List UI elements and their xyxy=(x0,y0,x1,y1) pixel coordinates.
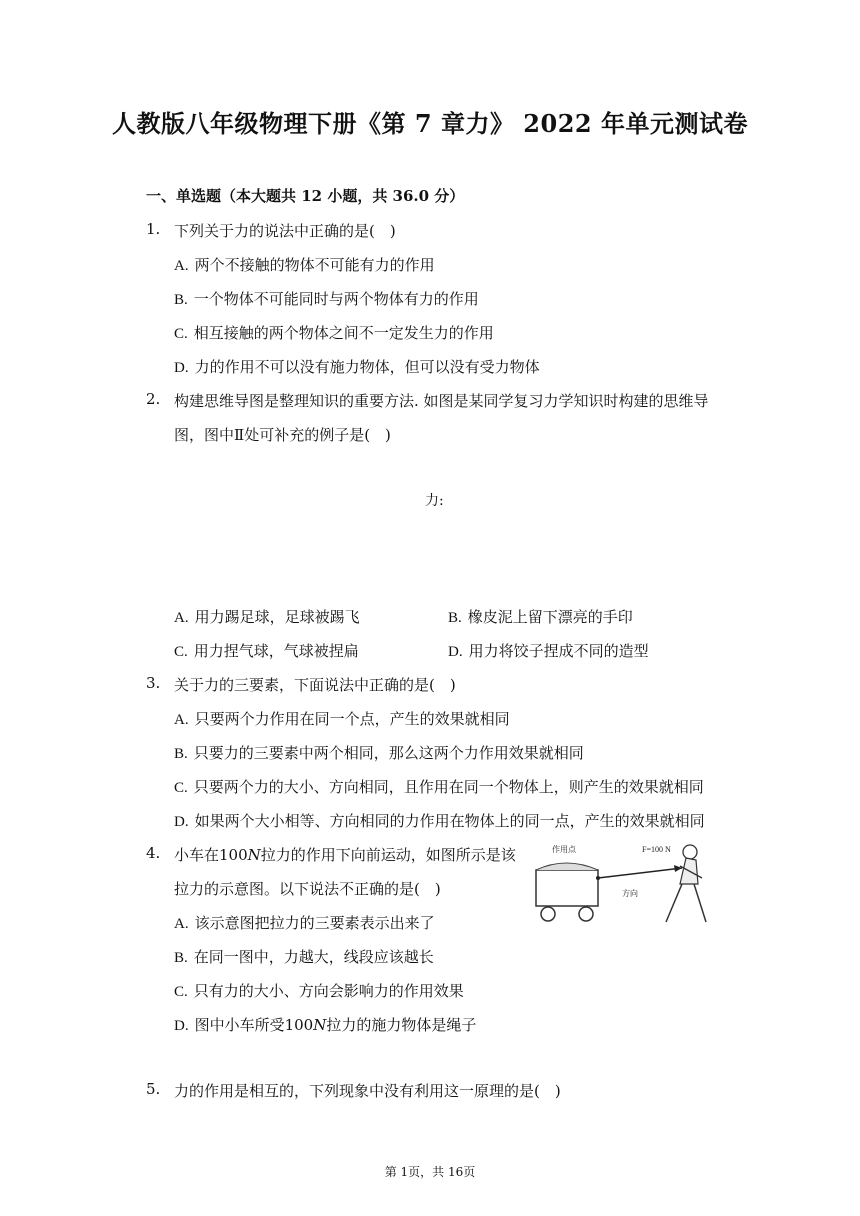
question-3 xyxy=(146,674,456,694)
option-c[interactable] xyxy=(174,980,464,1001)
option-a[interactable] xyxy=(174,254,435,275)
option-text: 该示意图把拉力的三要素表示出来了 xyxy=(194,914,435,932)
question-stem-continued: 图，图中Ⅱ处可补充的例子是( ) xyxy=(174,426,391,444)
question-number: 1. xyxy=(146,220,161,238)
option-c[interactable] xyxy=(174,322,494,343)
option-text: 拉力的施力物体是绳子 xyxy=(326,1016,477,1034)
option-text: 相互接触的两个物体之间不一定发生力的作用 xyxy=(193,324,494,342)
option-b[interactable] xyxy=(174,946,434,967)
option-text: 两个不接触的物体不可能有力的作用 xyxy=(194,256,435,274)
option-label: D. xyxy=(174,1018,189,1034)
option-d[interactable] xyxy=(448,640,649,661)
option-label: A. xyxy=(174,916,189,932)
option-c[interactable] xyxy=(174,640,359,661)
option-a[interactable] xyxy=(174,912,435,933)
question-stem: 构建思维导图是整理知识的重要方法. 如图是某同学复习力学知识时构建的思维导 xyxy=(174,392,709,410)
option-label: D. xyxy=(448,644,463,660)
option-text: 用力踢足球，足球被踢飞 xyxy=(194,608,360,626)
option-d[interactable] xyxy=(174,810,705,831)
option-c[interactable] xyxy=(174,776,704,797)
cart-pull-figure xyxy=(530,838,716,930)
option-text: 只要力的三要素中两个相同，那么这两个力作用效果就相同 xyxy=(193,744,584,762)
option-text: 用力捏气球，气球被捏扁 xyxy=(193,642,359,660)
option-label: C. xyxy=(174,326,188,342)
direction-label: 方向 xyxy=(622,889,638,898)
option-label: B. xyxy=(174,746,188,762)
option-label: D. xyxy=(174,814,189,830)
option-text: 只要两个力的大小、方向相同，且作用在同一个物体上，则产生的效果就相同 xyxy=(193,778,704,796)
page-footer: 第 1页，共 16页 xyxy=(384,1165,476,1179)
unit-symbol: N xyxy=(313,1016,327,1034)
option-label: A. xyxy=(174,258,189,274)
question-4 xyxy=(146,844,516,864)
option-text: 力的作用不可以没有施力物体，但可以没有受力物体 xyxy=(194,358,540,376)
option-text: 用力将饺子捏成不同的造型 xyxy=(468,642,649,660)
stem-part: 拉力的作用下向前运动，如图所示是该 xyxy=(260,846,516,864)
option-label: A. xyxy=(174,712,189,728)
option-label: C. xyxy=(174,644,188,660)
option-d[interactable] xyxy=(174,356,540,377)
question-5 xyxy=(146,1080,561,1100)
question-number: 3. xyxy=(146,674,161,692)
stem-part: 小车在100 xyxy=(174,846,248,864)
question-number: 2. xyxy=(146,390,161,408)
question-number: 4. xyxy=(146,844,161,862)
question-stem xyxy=(174,844,516,865)
question-stem: 力的作用是相互的，下列现象中没有利用这一原理的是( ) xyxy=(174,1082,561,1100)
unit-symbol: N xyxy=(247,846,261,864)
option-d[interactable] xyxy=(174,1014,476,1035)
point-label: 作用点 xyxy=(552,845,576,854)
question-stem-continued: 拉力的示意图。以下说法不正确的是( ) xyxy=(174,880,441,898)
option-text: 橡皮泥上留下漂亮的手印 xyxy=(467,608,633,626)
question-stem: 下列关于力的说法中正确的是( ) xyxy=(174,222,396,240)
option-text: 一个物体不可能同时与两个物体有力的作用 xyxy=(193,290,479,308)
option-a[interactable] xyxy=(174,606,360,627)
option-text: 如果两个大小相等、方向相同的力作用在物体上的同一点，产生的效果就相同 xyxy=(194,812,705,830)
option-text: 图中小车所受100 xyxy=(194,1016,314,1034)
option-label: B. xyxy=(174,292,188,308)
option-label: C. xyxy=(174,984,188,1000)
option-label: D. xyxy=(174,360,189,376)
question-2 xyxy=(146,390,709,410)
option-label: C. xyxy=(174,780,188,796)
option-label: A. xyxy=(174,610,189,626)
option-a[interactable] xyxy=(174,708,510,729)
section-heading: 一、单选题（本大题共 12 小题，共 36.0 分） xyxy=(146,187,465,205)
option-b[interactable] xyxy=(174,288,479,309)
option-text: 只要两个力作用在同一个点，产生的效果就相同 xyxy=(194,710,510,728)
option-label: B. xyxy=(448,610,462,626)
force-label: F=100 N xyxy=(642,845,671,854)
question-1 xyxy=(146,220,396,240)
option-b[interactable] xyxy=(448,606,633,627)
option-text: 只有力的大小、方向会影响力的作用效果 xyxy=(193,982,464,1000)
mindmap-figure-label: 力: xyxy=(425,493,444,509)
option-text: 在同一图中，力越大，线段应该越长 xyxy=(193,948,434,966)
page-title: 人教版八年级物理下册《第 7 章力》 2022 年单元测试卷 xyxy=(112,109,748,138)
option-label: B. xyxy=(174,950,188,966)
question-stem: 关于力的三要素，下面说法中正确的是( ) xyxy=(174,676,456,694)
option-b[interactable] xyxy=(174,742,584,763)
question-number: 5. xyxy=(146,1080,161,1098)
